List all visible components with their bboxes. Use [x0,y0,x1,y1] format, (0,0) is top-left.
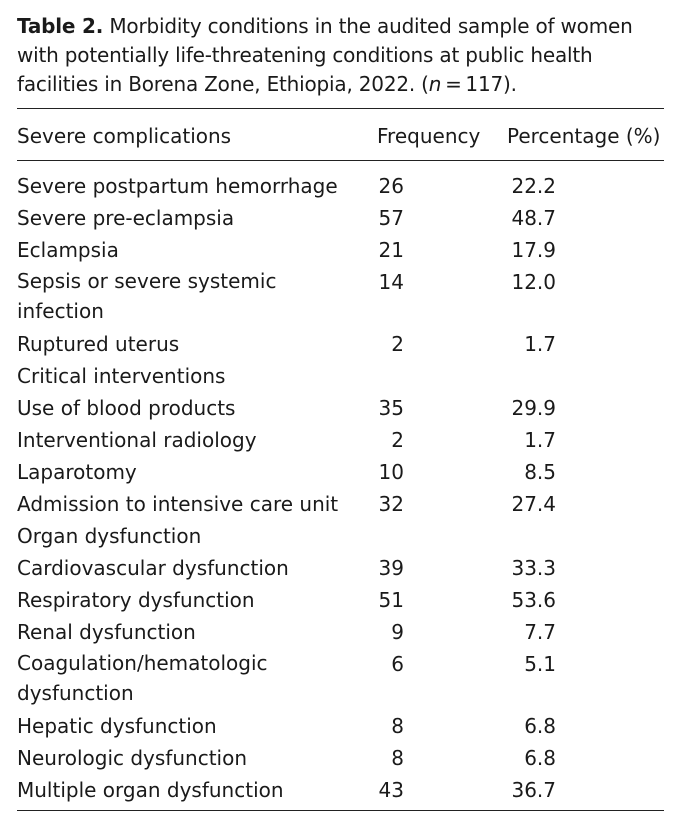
row-label: Interventional radiology [17,428,257,452]
caption-n-value: = 117). [441,72,517,96]
row-percentage: 12.0 [511,270,556,294]
table-bottom-rule [17,810,664,811]
row-label: Critical interventions [17,364,226,388]
row-label: Neurologic dysfunction [17,746,248,770]
caption-text: Morbidity conditions in the audited sample of women with potentially life-threatening conditions at public health facilities in Borena Zone, Ethiopia, 2022. ( [17,14,633,96]
header-percentage: Percentage (%) [507,124,661,148]
caption-n-symbol: n [428,72,442,96]
table-header-rule [17,160,664,161]
header-severe-complications: Severe complications [17,124,232,148]
row-percentage: 1.7 [524,332,556,356]
header-frequency: Frequency [377,124,481,148]
row-label: Laparotomy [17,460,137,484]
table-row [0,488,680,520]
table-row [0,774,680,806]
row-label: Severe postpartum hemorrhage [17,174,338,198]
row-percentage: 5.1 [524,652,556,676]
row-frequency: 57 [378,206,404,230]
row-frequency: 39 [378,556,404,580]
row-label: Cardiovascular dysfunction [17,556,289,580]
table-row [0,742,680,774]
table-row [0,234,680,266]
row-percentage: 6.8 [524,714,556,738]
row-percentage: 29.9 [511,396,556,420]
row-percentage: 27.4 [511,492,556,516]
table-row [0,520,680,552]
row-percentage: 1.7 [524,428,556,452]
table-row [0,710,680,742]
table-row [0,360,680,392]
row-frequency: 8 [391,714,404,738]
table-row [0,392,680,424]
table-caption [17,12,667,99]
table-row [0,648,680,710]
table-row [0,584,680,616]
row-frequency: 43 [378,778,404,802]
table-top-rule [17,108,664,109]
row-frequency: 32 [378,492,404,516]
row-percentage: 22.2 [511,174,556,198]
row-frequency: 2 [391,428,404,452]
row-label: Renal dysfunction [17,620,196,644]
row-frequency: 51 [378,588,404,612]
table-row [0,424,680,456]
row-label: Severe pre-eclampsia [17,206,235,230]
row-percentage: 6.8 [524,746,556,770]
row-percentage: 48.7 [511,206,556,230]
row-frequency: 8 [391,746,404,770]
row-label: Organ dysfunction [17,524,202,548]
table-row [0,170,680,202]
row-label: Sepsis or severe systemic infection [17,269,277,323]
row-label: Use of blood products [17,396,236,420]
row-label: Hepatic dysfunction [17,714,217,738]
table-label: Table 2. [17,14,104,38]
row-percentage: 36.7 [511,778,556,802]
row-frequency: 10 [378,460,404,484]
table-header-row [0,120,680,152]
row-percentage: 33.3 [511,556,556,580]
row-percentage: 8.5 [524,460,556,484]
row-frequency: 14 [378,270,404,294]
row-frequency: 21 [378,238,404,262]
table-body [0,170,680,806]
row-label: Admission to intensive care unit [17,492,339,516]
row-label: Eclampsia [17,238,119,262]
table-row [0,616,680,648]
table-row [0,202,680,234]
table-row [0,328,680,360]
row-percentage: 53.6 [511,588,556,612]
table-row [0,456,680,488]
row-frequency: 6 [391,652,404,676]
row-frequency: 9 [391,620,404,644]
row-percentage: 17.9 [511,238,556,262]
row-frequency: 26 [378,174,404,198]
row-label: Coagulation/hematologic dysfunction [17,651,268,705]
row-label: Multiple organ dysfunction [17,778,284,802]
row-frequency: 2 [391,332,404,356]
row-percentage: 7.7 [524,620,556,644]
row-frequency: 35 [378,396,404,420]
table-row [0,266,680,328]
row-label: Respiratory dysfunction [17,588,255,612]
table-row [0,552,680,584]
row-label: Ruptured uterus [17,332,180,356]
